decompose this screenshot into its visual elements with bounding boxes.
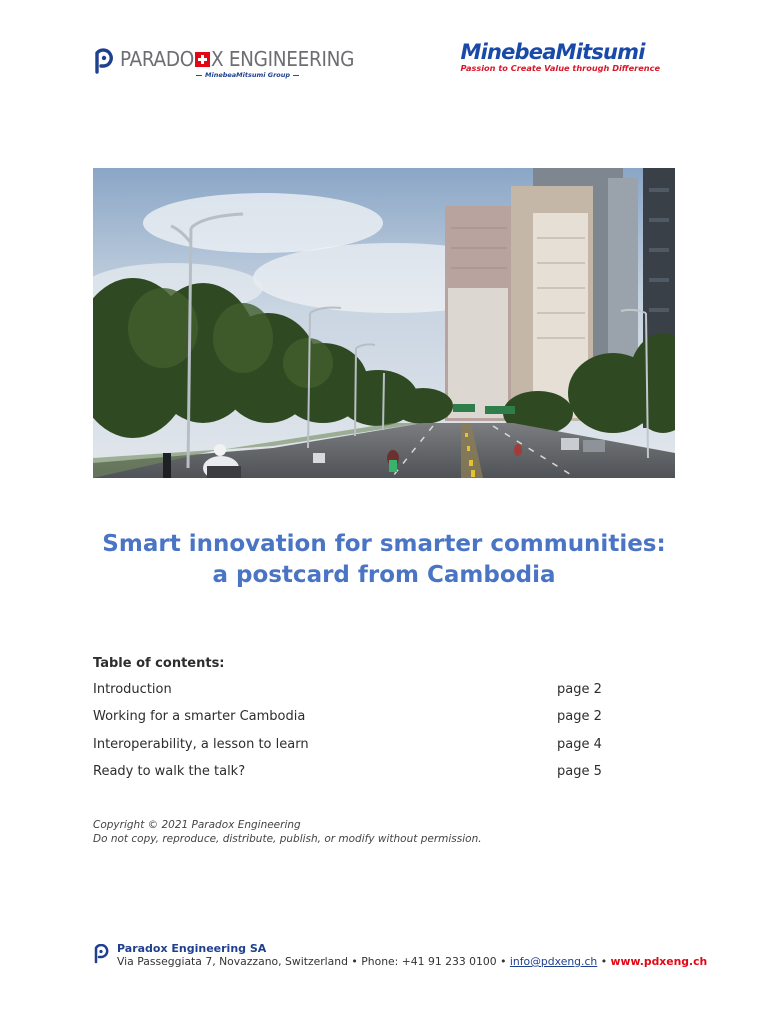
toc-item-page: page 4 xyxy=(557,736,602,752)
toc-item[interactable] xyxy=(93,708,613,735)
minebeamitsumi-tagline: Passion to Create Value through Difference xyxy=(460,63,660,73)
swiss-cross-icon xyxy=(195,52,210,67)
title-line-2: a postcard from Cambodia xyxy=(212,562,556,588)
paradox-p-icon xyxy=(93,48,115,74)
footer-company-name: Paradox Engineering SA xyxy=(117,942,267,955)
toc-item-label: Working for a smarter Cambodia xyxy=(93,709,306,725)
toc-item[interactable] xyxy=(93,763,613,790)
paradox-engineering-logo xyxy=(93,46,355,80)
toc-heading: Table of contents: xyxy=(93,656,225,671)
paradox-logo-subtitle: MinebeaMitsumi Group xyxy=(205,71,291,79)
toc-item[interactable] xyxy=(93,736,613,763)
toc-item-label: Ready to walk the talk? xyxy=(93,763,246,779)
footer-address: Via Passeggiata 7, Novazzano, Switzerland • Phone: +41 91 233 0100 • xyxy=(117,955,510,968)
paradox-logo-wordmark: PARADO X ENGINEERING xyxy=(120,47,355,71)
toc-item-page: page 5 xyxy=(557,763,602,779)
footer-email-link[interactable]: info@pdxeng.ch xyxy=(509,955,598,968)
paradox-p-icon xyxy=(93,944,109,964)
footer-separator: • xyxy=(597,955,611,968)
toc-item-label: Introduction xyxy=(93,682,172,697)
footer-website-link[interactable]: www.pdxeng.ch xyxy=(610,955,708,968)
document-title xyxy=(0,529,768,591)
copyright-permission-line: Do not copy, reproduce, distribute, publish, or modify without permission. xyxy=(93,833,482,845)
copyright-notice xyxy=(93,818,482,846)
footer-contact-line xyxy=(117,955,707,968)
title-line-1: Smart innovation for smarter communities: xyxy=(102,531,666,557)
toc-item[interactable] xyxy=(93,681,613,708)
minebeamitsumi-wordmark: MinebeaMitsumi xyxy=(460,40,645,64)
copyright-line: Copyright © 2021 Paradox Engineering xyxy=(93,819,301,831)
toc-item-label: Interoperability, a lesson to learn xyxy=(93,736,309,752)
cover-photo xyxy=(93,168,675,478)
toc-item-page: page 2 xyxy=(557,709,602,725)
toc-item-page: page 2 xyxy=(557,682,602,697)
toc-list xyxy=(93,681,613,790)
minebeamitsumi-logo xyxy=(460,40,660,73)
